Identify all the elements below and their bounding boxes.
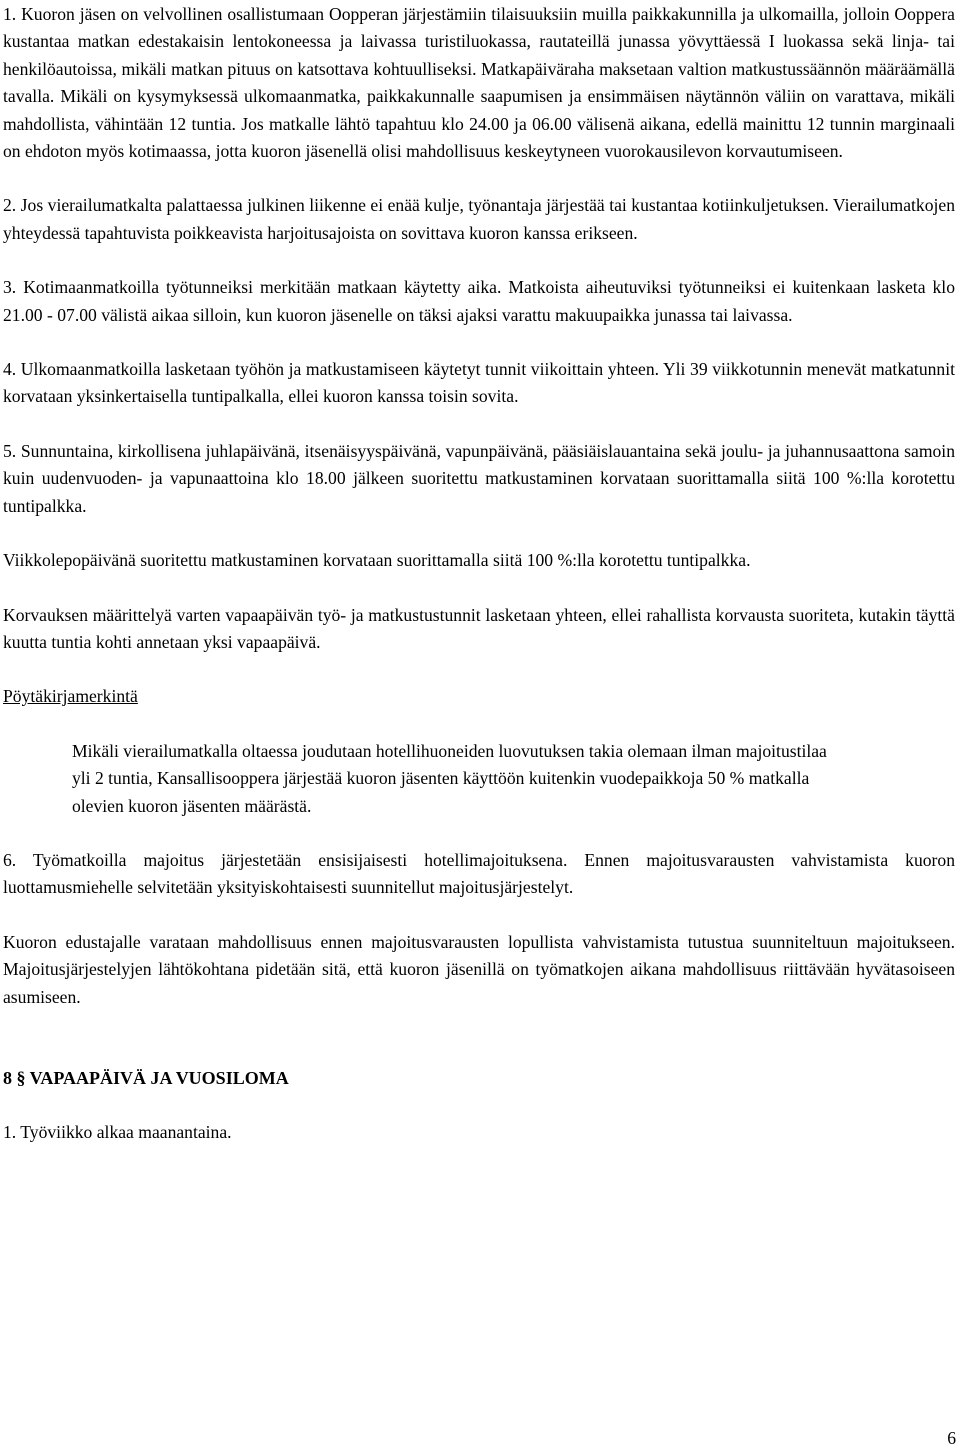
paragraph-1: 1. Kuoron jäsen on velvollinen osallistumaan Oopperan järjestämiin tilaisuuksiin muilla paikkakunnilla ja ulkomailla, jolloin Ooppera kustantaa matkan edestakaisin lentokoneessa ja laivassa turistiluokassa, rautateillä junassa yövyttäessä I luokassa sekä linja- tai henkilöautoissa, mikäli matkan pituus on katsottava kohtuulliseksi. Matkapäiväraha maksetaan valtion matkustussäännön määräämällä tavalla. Mikäli on kysymyksessä ulkomaanmatka, paikkakunnalle saapumisen ja ensimmäisen näytännön väliin on varattava, mikäli mahdollista, vähintään 12 tuntia. Jos matkalle lähtö tapahtuu klo 24.00 ja 06.00 välisenä aikana, edellä mainittu 12 tunnin marginaali on ehdoton myös kotimaassa, jotta kuoron jäsenellä olisi mahdollisuus keskeytyneen vuorokausilevon korvautumiseen. <box>3 4 955 162</box>
section-heading: 8 § VAPAAPÄIVÄ JA VUOSILOMA <box>3 1067 289 1088</box>
paragraph-weekly-rest-day: Viikkolepopäivänä suoritettu matkustaminen korvataan suorittamalla siitä 100 %:lla korotettu tuntipalkka. <box>3 550 751 571</box>
paragraph-5: 5. Sunnuntaina, kirkollisena juhlapäivänä, itsenäisyyspäivänä, vapunpäivänä, pääsiäislauantaina sekä joulu- ja juhannusaattona samoin kuin uudenvuoden- ja vapunaattoina klo 18.00 jälkeen suoritettu matkustaminen korvataan suorittamalla siitä 100 %:lla korotettu tuntipalkka. <box>3 440 955 516</box>
paragraph-6: 6. Työmatkoilla majoitus järjestetään ensisijaisesti hotellimajoituksena. Ennen majoitusvarausten vahvistamista kuoron luottamusmiehelle selvitetään yksityiskohtaisesti suunnitellut majoitusjärjestelyt. <box>3 849 955 898</box>
paragraph-choir-representative: Kuoron edustajalle varataan mahdollisuus ennen majoitusvarausten lopullista vahvistamista tutustua suunniteltuun majoitukseen. Majoitusjärjestelyjen lähtökohtana pidetään sitä, että kuoron jäsenillä on työmatkojen aikana mahdollisuus riittävään hyvätasoiseen asumiseen. <box>3 931 955 1007</box>
paragraph-4: 4. Ulkomaanmatkoilla lasketaan työhön ja matkustamiseen käytetyt tunnit viikoittain yhteen. Yli 39 viikkotunnin menevät matkatunnit korvataan yksinkertaisella tuntipalkalla, ellei kuoron kanssa toisin sovita. <box>3 359 955 407</box>
paragraph-3: 3. Kotimaanmatkoilla työtunneiksi merkitään matkaan käytetty aika. Matkoista aiheutuviksi työtunneiksi ei kuitenkaan lasketa klo 21.00 - 07.00 välistä aikaa silloin, kun kuoron jäsenelle on täksi ajaksi varattu makuupaikka junassa tai laivassa. <box>3 277 955 325</box>
paragraph-2: 2. Jos vierailumatkalta palattaessa julkinen liikenne ei enää kulje, työnantaja järjestää tai kustantaa kotiinkuljetuksen. Vierailumatkojen yhteydessä tapahtuvista poikkeavista harjoitusajoista on sovittava kuoron kanssa erikseen. <box>3 195 955 243</box>
protocol-heading: Pöytäkirjamerkintä <box>3 686 138 707</box>
document-page <box>3 0 955 1147</box>
paragraph-compensation: Korvauksen määrittelyä varten vapaapäivän työ- ja matkustustunnit lasketaan yhteen, ellei rahallista korvausta suoriteta, kutakin täyttä kuutta tuntia kohti annetaan yksi vapaapäivä. <box>3 604 955 652</box>
protocol-note: Mikäli vierailumatkalla oltaessa joudutaan hotellihuoneiden luovutuksen takia olemaan ilman majoitustilaa yli 2 tuntia, Kansallisooppera järjestää kuoron jäsenten käyttöön kuitenkin vuodepaikkoja 50 % matkalla olevien kuoron jäsenten määrästä. <box>72 740 827 816</box>
page-number: 6 <box>947 1428 956 1448</box>
section-item-1: 1. Työviikko alkaa maanantaina. <box>3 1122 232 1143</box>
